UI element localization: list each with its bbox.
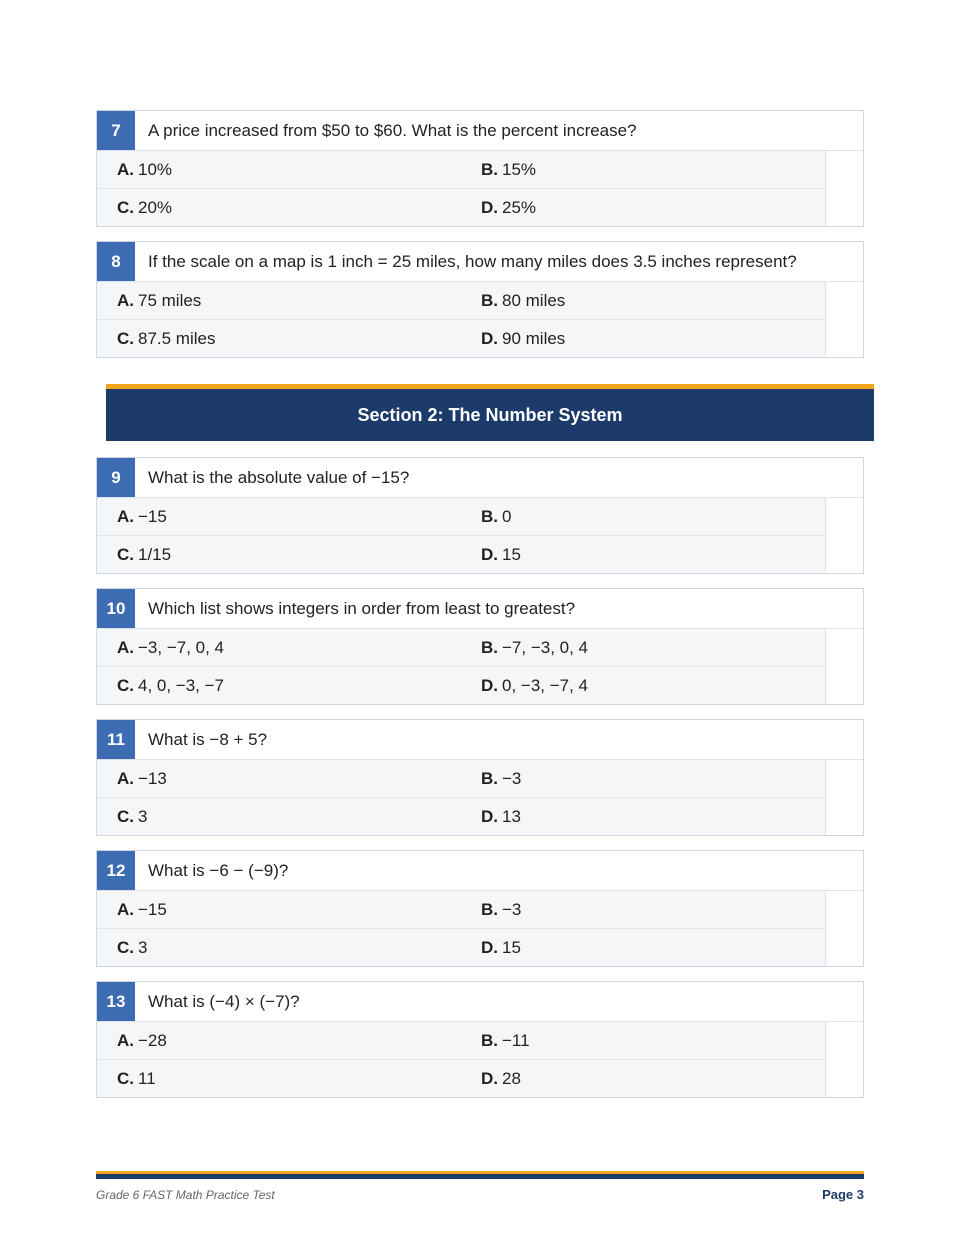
answer-option[interactable]: [461, 807, 825, 827]
answer-choices: [97, 629, 825, 704]
option-letter: A.: [117, 159, 134, 179]
option-letter: C.: [117, 675, 134, 695]
answer-row: [97, 1060, 825, 1097]
option-letter: A.: [117, 1030, 134, 1050]
option-text: −3, −7, 0, 4: [138, 637, 225, 657]
footer-navy-bar: [96, 1174, 864, 1179]
option-letter: B.: [481, 637, 498, 657]
option-letter: A.: [117, 768, 134, 788]
option-text: 11: [138, 1068, 156, 1088]
option-text: −3: [502, 768, 522, 788]
option-text: 15: [502, 937, 521, 957]
answer-option[interactable]: [461, 676, 825, 696]
option-text: −3: [502, 899, 522, 919]
answer-row: [97, 189, 825, 226]
question-text: What is (−4) × (−7)?: [148, 991, 300, 1011]
question-7: [96, 110, 864, 227]
answer-option[interactable]: [97, 545, 461, 565]
option-text: 90 miles: [502, 328, 566, 348]
question-text: Which list shows integers in order from least to greatest?: [148, 598, 576, 618]
option-letter: B.: [481, 290, 498, 310]
answer-margin: [825, 498, 863, 573]
option-letter: A.: [117, 290, 134, 310]
answer-row: [97, 760, 825, 798]
answer-choices: [97, 498, 825, 573]
question-text: What is −6 − (−9)?: [148, 860, 289, 880]
answer-choices: [97, 1022, 825, 1097]
option-text: 0, −3, −7, 4: [502, 675, 589, 695]
option-letter: B.: [481, 506, 498, 526]
answer-option[interactable]: [97, 291, 461, 311]
option-letter: D.: [481, 806, 498, 826]
question-number-badge: 11: [97, 720, 135, 759]
question-text: What is the absolute value of −15?: [148, 467, 410, 487]
answer-option[interactable]: [97, 769, 461, 789]
option-letter: A.: [117, 506, 134, 526]
option-letter: D.: [481, 544, 498, 564]
answer-row: [97, 1022, 825, 1060]
option-text: 80 miles: [502, 290, 566, 310]
question-13: [96, 981, 864, 1098]
answer-row: [97, 798, 825, 835]
answer-option[interactable]: [97, 638, 461, 658]
question-number-badge: 9: [97, 458, 135, 497]
option-letter: C.: [117, 806, 134, 826]
option-text: −28: [138, 1030, 167, 1050]
question-number-badge: 7: [97, 111, 135, 150]
question-text: If the scale on a map is 1 inch = 25 miles, how many miles does 3.5 inches represent?: [148, 251, 797, 271]
option-letter: C.: [117, 544, 134, 564]
question-10: [96, 588, 864, 705]
question-header: [97, 851, 863, 891]
footer-page-number: Page 3: [822, 1187, 864, 1202]
answer-option[interactable]: [461, 900, 825, 920]
answer-option[interactable]: [461, 507, 825, 527]
option-letter: D.: [481, 328, 498, 348]
page-footer: [96, 1171, 864, 1202]
answer-row: [97, 667, 825, 704]
answer-option[interactable]: [461, 160, 825, 180]
answer-option[interactable]: [461, 1031, 825, 1051]
answer-option[interactable]: [461, 938, 825, 958]
answer-margin: [825, 282, 863, 357]
option-text: 75 miles: [138, 290, 202, 310]
answer-option[interactable]: [461, 291, 825, 311]
option-text: −11: [502, 1030, 530, 1050]
option-letter: C.: [117, 937, 134, 957]
option-text: 3: [138, 806, 148, 826]
question-12: [96, 850, 864, 967]
page-content: [96, 110, 864, 1112]
answer-option[interactable]: [97, 676, 461, 696]
option-text: 15%: [502, 159, 537, 179]
answer-option[interactable]: [461, 769, 825, 789]
option-letter: B.: [481, 768, 498, 788]
option-letter: D.: [481, 197, 498, 217]
answer-row: [97, 151, 825, 189]
option-letter: D.: [481, 675, 498, 695]
answer-option[interactable]: [97, 1069, 461, 1089]
answer-option[interactable]: [461, 638, 825, 658]
option-text: −13: [138, 768, 167, 788]
option-letter: D.: [481, 937, 498, 957]
question-header: [97, 111, 863, 151]
question-11: [96, 719, 864, 836]
answer-row: [97, 536, 825, 573]
option-text: 15: [502, 544, 521, 564]
answer-row: [97, 320, 825, 357]
option-letter: B.: [481, 899, 498, 919]
option-text: −15: [138, 899, 167, 919]
option-letter: C.: [117, 1068, 134, 1088]
question-header: [97, 242, 863, 282]
option-text: 28: [502, 1068, 521, 1088]
answer-row: [97, 282, 825, 320]
question-number-badge: 13: [97, 982, 135, 1021]
answer-option[interactable]: [97, 160, 461, 180]
answer-margin: [825, 629, 863, 704]
option-letter: C.: [117, 197, 134, 217]
section-header: [106, 384, 874, 441]
answer-option[interactable]: [461, 198, 825, 218]
answer-option[interactable]: [97, 807, 461, 827]
answer-option[interactable]: [97, 900, 461, 920]
section-title: Section 2: The Number System: [357, 404, 623, 425]
answer-margin: [825, 891, 863, 966]
answer-margin: [825, 760, 863, 835]
question-text: What is −8 + 5?: [148, 729, 268, 749]
answer-option[interactable]: [97, 507, 461, 527]
option-letter: B.: [481, 1030, 498, 1050]
option-text: 3: [138, 937, 148, 957]
answer-row: [97, 929, 825, 966]
question-list-section-2: [96, 457, 864, 1098]
option-text: 0: [502, 506, 512, 526]
question-list-section-1: [96, 110, 864, 358]
option-text: −7, −3, 0, 4: [502, 637, 589, 657]
option-letter: A.: [117, 637, 134, 657]
answer-margin: [825, 1022, 863, 1097]
answer-option[interactable]: [97, 198, 461, 218]
question-text: A price increased from $50 to $60. What is the percent increase?: [148, 120, 637, 140]
question-8: [96, 241, 864, 358]
option-text: 25%: [502, 197, 537, 217]
question-header: [97, 589, 863, 629]
answer-margin: [825, 151, 863, 226]
answer-choices: [97, 891, 825, 966]
answer-option[interactable]: [461, 1069, 825, 1089]
question-header: [97, 458, 863, 498]
answer-option[interactable]: [461, 545, 825, 565]
answer-option[interactable]: [97, 1031, 461, 1051]
option-letter: C.: [117, 328, 134, 348]
answer-option[interactable]: [461, 329, 825, 349]
answer-choices: [97, 760, 825, 835]
option-text: 20%: [138, 197, 173, 217]
option-text: 13: [502, 806, 521, 826]
footer-document-title: Grade 6 FAST Math Practice Test: [96, 1187, 275, 1202]
question-number-badge: 12: [97, 851, 135, 890]
answer-choices: [97, 282, 825, 357]
answer-row: [97, 891, 825, 929]
option-text: 10%: [138, 159, 173, 179]
option-text: 4, 0, −3, −7: [138, 675, 225, 695]
question-number-badge: 8: [97, 242, 135, 281]
question-number-badge: 10: [97, 589, 135, 628]
answer-row: [97, 498, 825, 536]
option-text: 87.5 miles: [138, 328, 216, 348]
question-9: [96, 457, 864, 574]
option-text: −15: [138, 506, 167, 526]
option-letter: D.: [481, 1068, 498, 1088]
option-letter: B.: [481, 159, 498, 179]
question-header: [97, 982, 863, 1022]
answer-option[interactable]: [97, 329, 461, 349]
answer-option[interactable]: [97, 938, 461, 958]
answer-choices: [97, 151, 825, 226]
question-header: [97, 720, 863, 760]
option-text: 1/15: [138, 544, 172, 564]
answer-row: [97, 629, 825, 667]
option-letter: A.: [117, 899, 134, 919]
